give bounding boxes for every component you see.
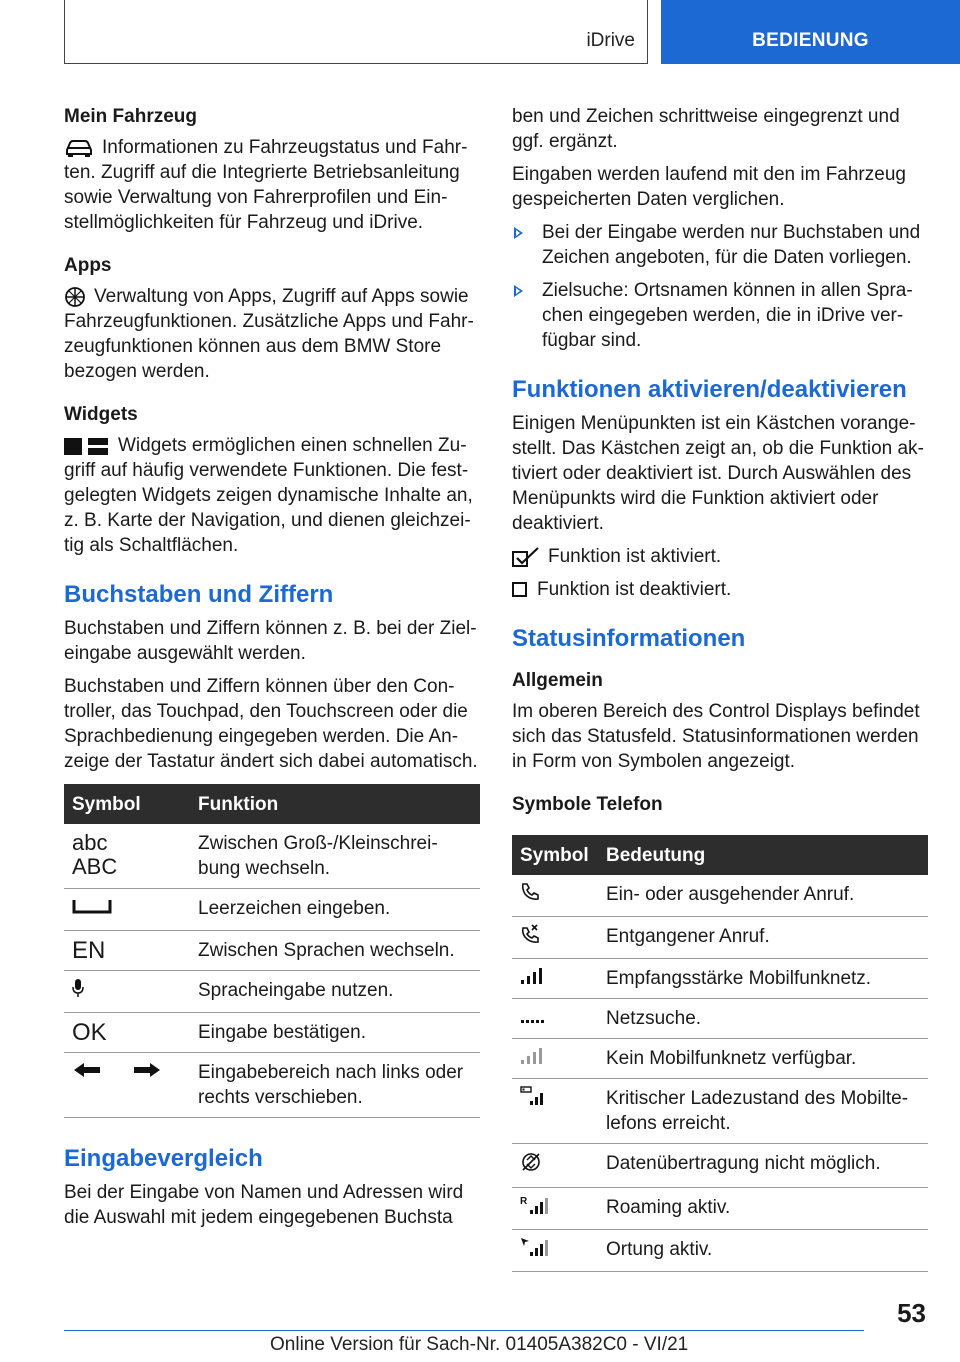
space-icon — [72, 896, 112, 916]
signal-strength-icon — [520, 966, 546, 984]
left-right-arrows-icon — [72, 1060, 162, 1080]
buchstaben-p1: Buchstaben und Ziffern können z. B. bei der Zieleingabe ausgewählt werden. — [64, 618, 477, 664]
network-search-icon — [520, 1006, 546, 1024]
table-row: OK Eingabe bestätigen. — [64, 1013, 480, 1053]
table-row: abc ABC Zwischen Groß-/Kleinschreibung wechseln. — [64, 824, 480, 889]
table-row: Empfangsstärke Mobilfunknetz. — [512, 959, 928, 999]
table-row: Kritischer Ladezustand des Mobiltelefons erreicht. — [512, 1079, 928, 1144]
mein-fahrzeug-text: Informationen zu Fahrzeugstatus und Fahrten. Zugriff auf die Integrierte Betriebsanleitung sowie Verwaltung von Fahrerprofilen und Einstellmöglichkeiten für Fahrzeug und iDrive. — [64, 137, 468, 233]
phone-icon — [520, 882, 540, 902]
table-row: Leerzeichen eingeben. — [64, 889, 480, 931]
car-icon — [64, 139, 94, 157]
apps-icon — [64, 286, 86, 308]
continued-text-1: ben und Zeichen schrittweise eingegrenzt und ggf. ergänzt. — [512, 106, 900, 152]
checkbox-inactive-line: Funktion ist deaktiviert. — [512, 577, 928, 602]
missed-call-icon — [520, 924, 540, 944]
table-row: R Roaming aktiv. — [512, 1188, 928, 1230]
header-section-box — [64, 0, 648, 64]
telefon-table — [512, 835, 928, 1272]
table-header-funktion: Funktion — [190, 784, 480, 824]
funktionen-text: Einigen Menüpunkten ist ein Kästchen vorangestellt. Das Kästchen zeigt an, ob die Funktion aktiviert oder deaktiviert ist. Durch Auswählen des Menüpunkts wird die Funktion aktiviert oder deaktiviert. — [512, 413, 924, 534]
table-row: EN Zwischen Sprachen wechseln. — [64, 931, 480, 971]
footer-text: Online Version für Sach-Nr. 01405A382C0 - VI/21 — [270, 1334, 689, 1355]
table-row: Spracheingabe nutzen. — [64, 971, 480, 1013]
table-row: Entgangener Anruf. — [512, 917, 928, 959]
apps-title: Apps — [64, 255, 112, 276]
header-chapter: BEDIENUNG — [752, 30, 869, 51]
buchstaben-heading: Buchstaben und Ziffern — [64, 581, 334, 608]
apps-text: Verwaltung von Apps, Zugriff auf Apps sowie Fahrzeugfunktionen. Zusätzliche Apps und Fahrzeugfunktionen können aus dem BMW Store bezogen werden. — [64, 286, 474, 382]
case-toggle-symbol: abc ABC — [64, 824, 190, 889]
page-number: 53 — [897, 1298, 926, 1328]
table-row: Ortung aktiv. — [512, 1230, 928, 1272]
header-section: iDrive — [586, 30, 635, 51]
buchstaben-table — [64, 784, 480, 1118]
widgets-icon — [64, 437, 110, 455]
status-subheading: Allgemein — [512, 670, 603, 691]
footer-divider — [64, 1330, 864, 1331]
table-row: Kein Mobilfunknetz verfügbar. — [512, 1039, 928, 1079]
no-data-icon — [520, 1151, 542, 1173]
status-text: Im oberen Bereich des Control Displays befindet sich das Statusfeld. Statusinformationen werden in Form von Symbolen angezeigt. — [512, 701, 920, 772]
header-chapter-tab[interactable] — [661, 0, 960, 64]
funktionen-heading: Funktionen aktivieren/deaktivieren — [512, 376, 907, 403]
table-row: Netzsuche. — [512, 999, 928, 1039]
table-row: Ein- oder ausgehender Anruf. — [512, 875, 928, 917]
widgets-title: Widgets — [64, 404, 138, 425]
bullet-item: Zielsuche: Ortsnamen können in allen Sprachen eingegeben werden, die in iDrive verfügbar sind. — [512, 278, 928, 353]
status-heading: Statusinformationen — [512, 625, 746, 652]
checkbox-active-line: Funktion ist aktiviert. — [512, 544, 928, 569]
widgets-text: Widgets ermöglichen einen schnellen Zugriff auf häufig verwendete Funktionen. Die festgelegten Widgets zeigen dynamische Inhalte an, z. B. Karte der Navigation, und dienen gleichzeitig als Schaltflächen. — [64, 435, 473, 556]
eingabevergleich-text: Bei der Eingabe von Namen und Adressen wird die Auswahl mit jedem eingegebenen Buchsta — [64, 1182, 464, 1228]
buchstaben-p2: Buchstaben und Ziffern können über den Controller, das Touchpad, den Touchscreen oder die Sprachbedienung eingegeben werden. Die Anzeige der Tastatur ändert sich dabei automatisch. — [64, 676, 478, 772]
roaming-icon — [520, 1195, 548, 1215]
language-symbol: EN — [64, 931, 190, 971]
table-row: Eingabebereich nach links oder rechts verschieben. — [64, 1053, 480, 1118]
table-header-bedeutung: Bedeutung — [598, 835, 928, 875]
table-row: Datenübertragung nicht möglich. — [512, 1144, 928, 1188]
location-icon — [520, 1237, 548, 1257]
microphone-icon — [72, 978, 84, 998]
table-header-symbol: Symbol — [512, 835, 598, 875]
bullet-item: Bei der Eingabe werden nur Buchstaben und Zeichen angeboten, für die Daten vorliegen. — [512, 220, 928, 270]
low-battery-icon — [520, 1086, 546, 1106]
table-header-symbol: Symbol — [64, 784, 190, 824]
no-signal-icon — [520, 1046, 546, 1064]
eingabevergleich-heading: Eingabevergleich — [64, 1145, 263, 1172]
svg-text:R: R — [520, 1196, 528, 1207]
checkbox-empty-icon — [512, 582, 527, 597]
left-column — [64, 104, 480, 1238]
continued-text-2: Eingaben werden laufend mit den im Fahrzeug gespeicherten Daten verglichen. — [512, 164, 906, 210]
symbole-telefon-heading: Symbole Telefon — [512, 794, 663, 815]
mein-fahrzeug-title: Mein Fahrzeug — [64, 106, 198, 127]
ok-symbol: OK — [64, 1013, 190, 1053]
checkbox-checked-icon — [512, 547, 540, 567]
right-column — [512, 104, 928, 1272]
